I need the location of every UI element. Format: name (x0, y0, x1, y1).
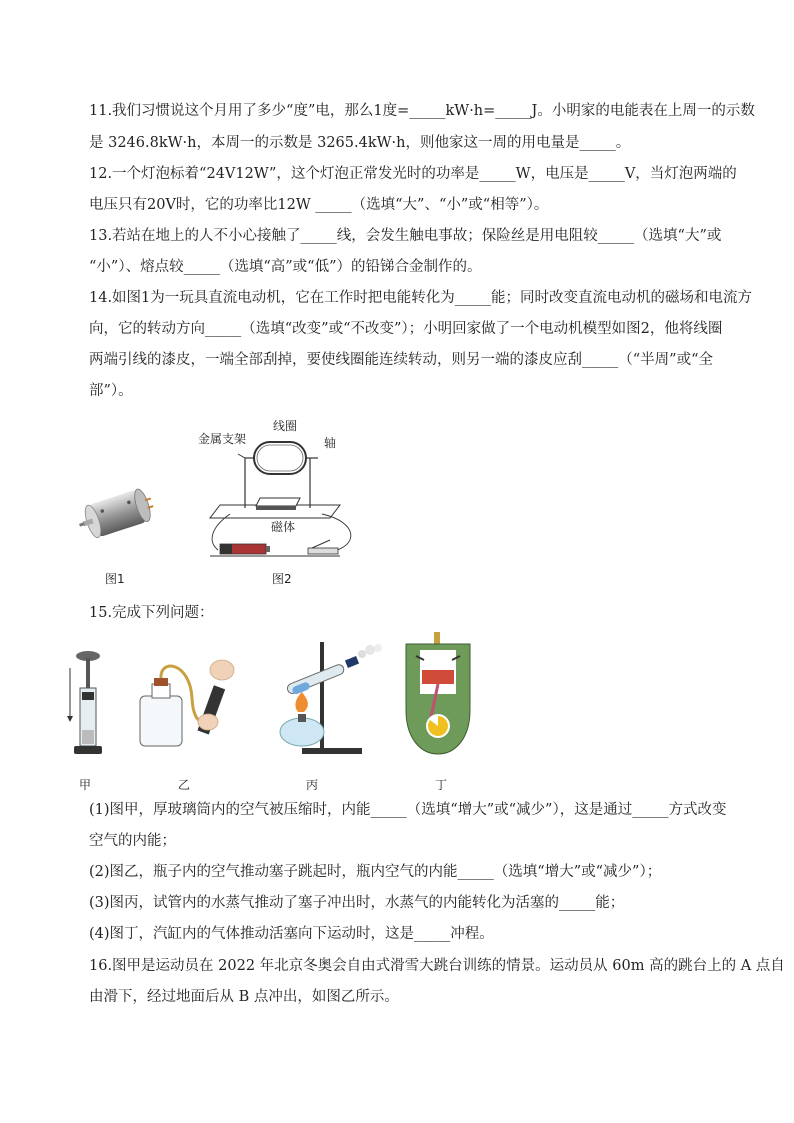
q12-line1: 12.一个灯泡标着“24V12W”，这个灯泡正常发光时的功率是_____W，电压是_____V，当灯泡两端的 (89, 166, 737, 182)
motor-figure-1 (74, 478, 164, 550)
caption-jia: 甲 (79, 778, 92, 792)
bottle-pump-figure (130, 648, 240, 758)
label-coil: 线圈 (273, 419, 298, 433)
q14-line2: 向，它的转动方向_____（选填“改变”或“不改变”）；小明回家做了一个电动机模型如图2，他将线圈 (89, 321, 723, 337)
caption-bing: 丙 (306, 778, 319, 792)
q13-line2: “小”）、熔点较_____（选填“高”或“低”）的铅锑合金制作的。 (89, 259, 482, 275)
q15-title: 15.完成下列问题： (89, 605, 214, 621)
q16-line2: 由滑下，经过地面后从 B 点冲出，如图乙所示。 (89, 989, 399, 1005)
fire-syringe-figure (62, 648, 106, 758)
q12-line2: 电压只有20V时，它的功率比12W _____（选填“大”、“小”或“相等”）。 (89, 197, 549, 213)
q15-sub1-line2: 空气的内能； (89, 833, 176, 849)
q15-sub4: (4)图丁，汽缸内的气体推动活塞向下运动时，这是_____冲程。 (89, 926, 494, 942)
label-axle: 轴 (324, 436, 337, 450)
caption-ding: 丁 (435, 778, 448, 792)
label-metal-bracket: 金属支架 (198, 432, 247, 446)
q16-line1: 16.图甲是运动员在 2022 年北京冬奥会自由式滑雪大跳台训练的情景。运动员从 60m 高的跳台上的 A 点自 (89, 958, 785, 974)
engine-cylinder-figure (402, 630, 474, 758)
test-tube-heating-figure (262, 640, 390, 760)
q14-line4: 部”）。 (89, 383, 133, 399)
q14-line3: 两端引线的漆皮，一端全部刮掉，要使线圈能连续转动，则另一端的漆皮应刮_____（“半周”或“全 (89, 352, 713, 368)
q13-line1: 13.若站在地上的人不小心接触了_____线，会发生触电事故；保险丝是用电阻较_____（选填“大”或 (89, 228, 722, 244)
caption-fig1: 图1 (105, 572, 125, 586)
q15-sub2: (2)图乙，瓶子内的空气推动塞子跳起时，瓶内空气的内能_____（选填“增大”或“减少”）； (89, 864, 662, 880)
q11-line1: 11.我们习惯说这个月用了多少“度”电，那么1度=_____kW·h=_____J。小明家的电能表在上周一的示数 (89, 103, 755, 119)
q15-sub3: (3)图丙，试管内的水蒸气推动了塞子冲出时，水蒸气的内能转化为活塞的_____能； (89, 895, 625, 911)
caption-yi: 乙 (178, 778, 191, 792)
q14-line1: 14.如图1为一玩具直流电动机，它在工作时把电能转化为_____能；同时改变直流电动机的磁场和电流方 (89, 290, 753, 306)
q11-line2: 是 3246.8kW·h，本周一的示数是 3265.4kW·h，则他家这一周的用电量是_____。 (89, 135, 631, 151)
q15-sub1-line1: (1)图甲，厚玻璃筒内的空气被压缩时，内能_____（选填“增大”或“减少”），这是通过_____方式改变 (89, 802, 727, 818)
caption-fig2: 图2 (272, 572, 292, 586)
label-magnet: 磁体 (271, 520, 296, 534)
